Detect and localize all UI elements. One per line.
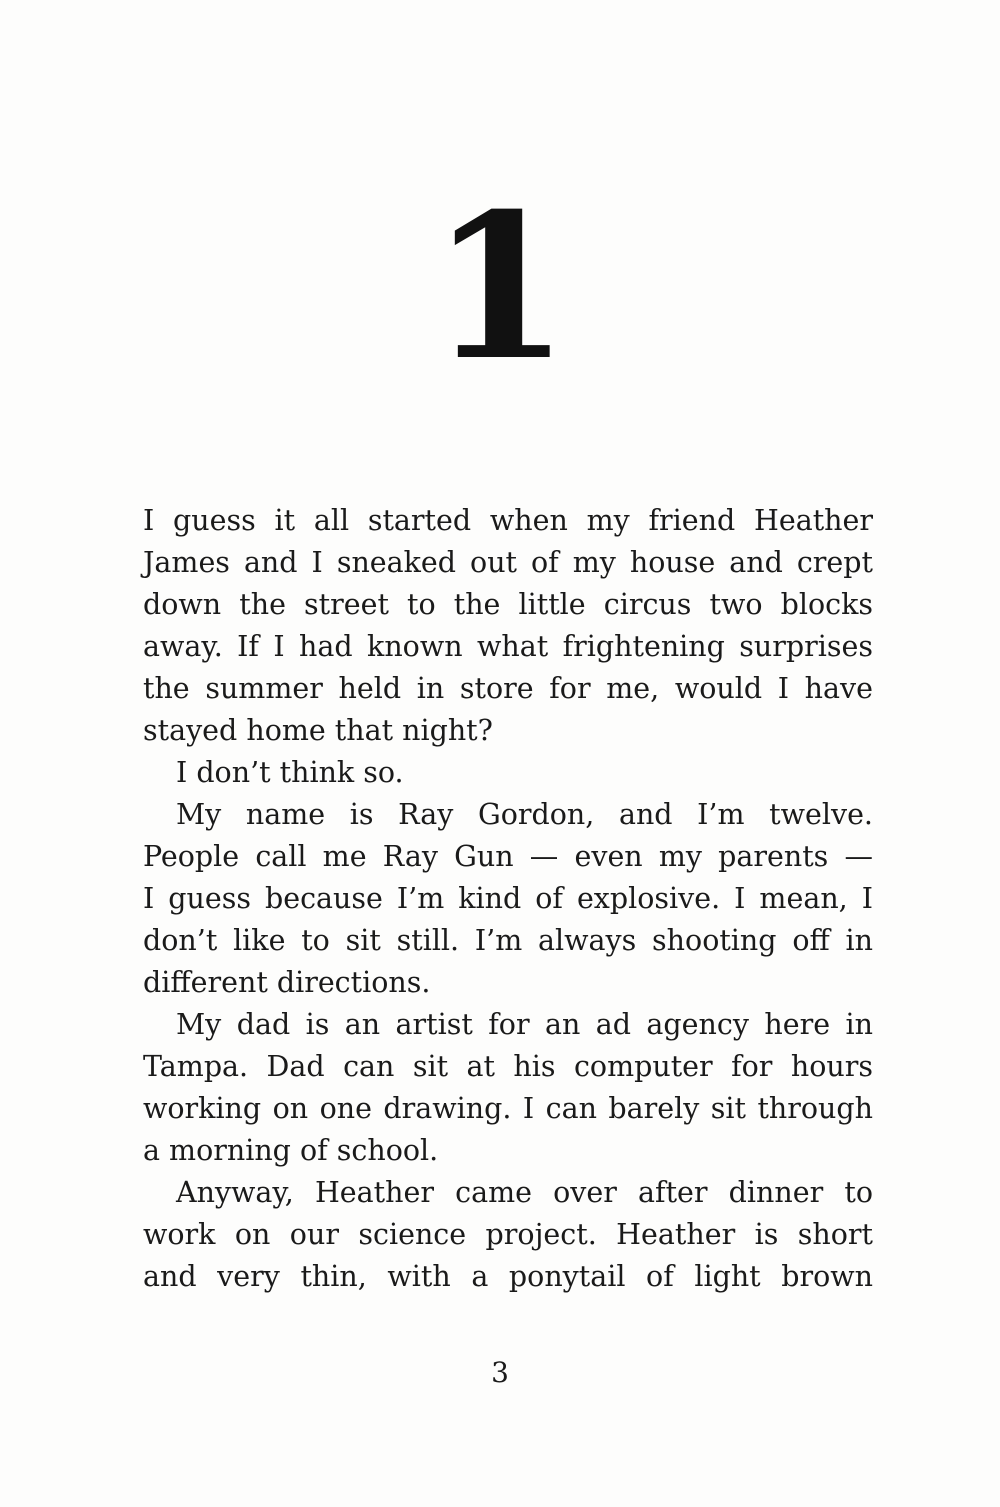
text-line: I guess because I’m kind of explosive. I mean, I — [143, 882, 873, 915]
text-line: work on our science project. Heather is short — [143, 1218, 873, 1251]
text-line: don’t like to sit still. I’m always shooting off in — [143, 924, 873, 957]
body-text — [143, 500, 873, 1298]
text-line: I guess it all started when my friend Heather — [143, 504, 873, 537]
text-line: down the street to the little circus two blocks — [143, 588, 873, 621]
chapter-number: 1 — [430, 170, 570, 405]
text-line: different directions. — [143, 966, 431, 999]
text-line: and very thin, with a ponytail of light brown — [143, 1260, 873, 1293]
text-line: the summer held in store for me, would I have — [143, 672, 873, 705]
text-line: My dad is an artist for an ad agency here in — [176, 1008, 873, 1041]
page-number: 3 — [491, 1356, 509, 1389]
text-line: James and I sneaked out of my house and crept — [143, 546, 873, 579]
text-line: stayed home that night? — [143, 714, 493, 747]
text-line: My name is Ray Gordon, and I’m twelve. — [176, 798, 873, 831]
text-line: I don’t think so. — [176, 756, 404, 789]
text-line: a morning of school. — [143, 1134, 439, 1167]
text-line: People call me Ray Gun — even my parents — — [143, 840, 873, 873]
text-line: working on one drawing. I can barely sit through — [143, 1092, 873, 1125]
text-line: Tampa. Dad can sit at his computer for hours — [143, 1050, 873, 1083]
text-line: away. If I had known what frightening surprises — [143, 630, 873, 663]
text-line: Anyway, Heather came over after dinner to — [176, 1176, 873, 1209]
